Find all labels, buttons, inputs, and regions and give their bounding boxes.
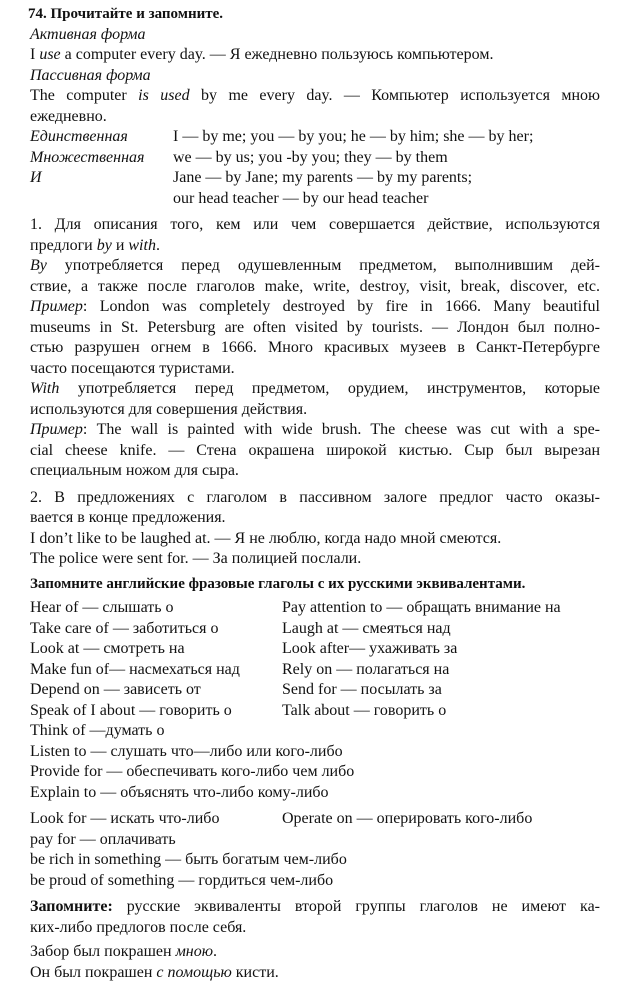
phrasal-line: Explain to — объяснять что-либо кому-либо [30, 783, 329, 801]
pronoun-row-singular: Единственная I — by me; you — by you; he — by him; she — by her; [30, 128, 534, 145]
pronoun-row-and: И Jane — by Jane; my parents — by my parents; [30, 169, 473, 186]
by-usage-line1: By употребляется перед одушевленным предметом, выполнившим дей- [30, 257, 600, 274]
rule2-example2: The police were sent for. — За полицией послали. [30, 550, 362, 567]
passive-example-line1: The computer is used by me every day. — Компьютер используется мною [30, 87, 601, 104]
phrasal-verbs-heading: Запомните английские фразовые глаголы с их русскими эквивалентами. [30, 575, 526, 592]
rule2-line2: вается в конце предложения. [30, 509, 226, 526]
rule2-example1: I don’t like to be laughed at. — Я не люблю, когда надо мной смеются. [30, 529, 502, 547]
phrasal-row: Look at — смотреть на Look after— ухаживать за [30, 640, 458, 657]
by-usage-line2: ствие, а также после глаголов make, write, destroy, visit, break, discover, etc. [30, 277, 600, 295]
note-line1: Запомните: русские эквиваленты второй группы глаголов не имеют ка- [30, 898, 600, 915]
example1-line3: стью разрушен огнем в 1666. Много красивых музеев в Санкт-Петербурге [30, 339, 600, 356]
pronoun-row-and-cont: our head teacher — by our head teacher [173, 189, 429, 207]
example2-line1: Пример: The wall is painted with wide brush. The cheese was cut with a spe- [30, 421, 600, 438]
exercise-title: 74. Прочитайте и запомните. [28, 6, 224, 22]
passive-form-label: Пассивная форма [30, 66, 151, 84]
final-example1: Забор был покрашен мною. [30, 943, 217, 960]
example2-line3: специальным ножом для сыра. [30, 462, 239, 479]
phrasal-line-group2: be proud of something — гордиться чем-либо [30, 871, 334, 889]
example2-line2: cial cheese knife. — Стена окрашена широкой кистью. Сыр был вырезан [30, 441, 600, 459]
passive-example-line2: ежедневно. [30, 107, 107, 125]
with-usage-line1: With употребляется перед предметом, орудием, инструментов, которые [30, 380, 600, 397]
phrasal-row: Make fun of— насмехаться над Rely on — полагаться на [30, 660, 450, 678]
with-usage-line2: используются для совершения действия. [30, 400, 308, 418]
rule1-line2: предлоги by и with. [30, 236, 160, 254]
phrasal-row: Think of —думать о [30, 722, 165, 739]
phrasal-line: Listen to — слушать что—либо или кого-либо [30, 742, 343, 760]
example1-line4: часто посещаются туристами. [30, 359, 235, 377]
phrasal-line-group2: be rich in something — быть богатым чем-либо [30, 851, 347, 868]
rule2-line1: 2. В предложениях с глаголом в пассивном залоге предлог часто оказы- [30, 488, 600, 506]
active-form-label: Активная форма [30, 25, 146, 43]
active-example: I use a computer every day. — Я ежедневно пользуюсь компьютером. [30, 46, 494, 63]
rule1-line1: 1. Для описания того, кем или чем совершается действие, используются [30, 216, 600, 233]
pronoun-row-plural: Множественная we — by us; you -by you; they — by them [30, 148, 448, 166]
phrasal-row-group2: Look for — искать что-либо Operate on — оперировать кого-либо [30, 810, 533, 827]
phrasal-line-group2: pay for — оплачивать [30, 830, 176, 848]
example1-line2: museums in St. Petersburg are often visited by tourists. — Лондон был полно- [30, 318, 600, 336]
phrasal-row: Hear of — слышать о Pay attention to — обращать внимание на [30, 599, 561, 616]
example1-line1: Пример: London was completely destroyed by fire in 1666. Many beautiful [30, 298, 600, 315]
note-line2: ких-либо предлогов после себя. [30, 918, 247, 936]
phrasal-row: Take care of — заботиться о Laugh at — смеяться над [30, 619, 451, 637]
phrasal-row: Speak of I about — говорить о Talk about — говорить о [30, 701, 447, 719]
final-example2: Он был покрашен с помощью кисти. [30, 963, 279, 981]
phrasal-line: Provide for — обеспечивать кого-либо чем либо [30, 763, 355, 780]
phrasal-row: Depend on — зависеть от Send for — посылать за [30, 681, 442, 698]
